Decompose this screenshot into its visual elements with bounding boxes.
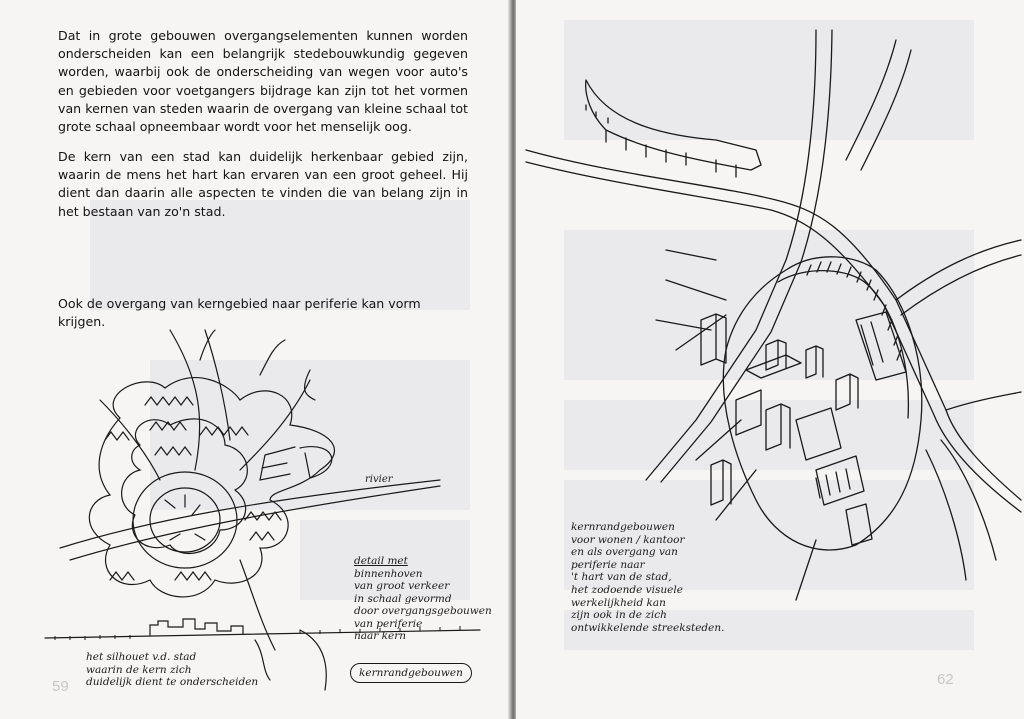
silhouette-caption xyxy=(86,651,258,689)
caption-line: het silhouet v.d. stad xyxy=(86,651,197,663)
note-line: binnenhoven xyxy=(354,567,423,580)
page-number: 59 xyxy=(52,678,69,695)
note-line: voor wonen / kantoor xyxy=(571,533,685,546)
note-line: van periferie xyxy=(354,617,423,630)
caption-line: duidelijk dient te onderscheiden xyxy=(86,676,259,688)
detail-notes xyxy=(354,555,492,643)
boxed-label: kernrandgebouwen xyxy=(350,663,472,683)
note-line: door overgangsgebouwen xyxy=(354,605,492,617)
note-line: van groot verkeer xyxy=(354,580,450,592)
note-line: 't hart van de stad, xyxy=(571,571,672,584)
note-line: kernrandgebouwen xyxy=(571,521,675,533)
note-line: zijn ook in de zich xyxy=(571,609,667,622)
note-line: ontwikkelende streeksteden. xyxy=(571,621,725,634)
caption-line: waarin de kern zich xyxy=(86,663,192,676)
right-page xyxy=(516,0,1024,719)
note-line: naar kern xyxy=(354,630,406,642)
paragraph-1: Dat in grote gebouwen overgangselementen kunnen worden onderscheiden kan een belangrijk stedebouwkundig gegeven worden, waarbij ook de onderscheiding van wegen voor auto's en gebieden voor voetgangers bijdrage kan zijn tot het vormen van kernen van steden waarin de overgang van kleine schaal tot grote schaal opneembaar wordt voor het menselijk oog. xyxy=(58,28,468,135)
page-number: 62 xyxy=(937,671,954,688)
paragraph-2: De kern van een stad kan duidelijk herkenbaar gebied zijn, waarin de mens het hart kan ervaren van een groot geheel. Hij dient dan daarin alle aspecten te vinden die van belang zijn in het bestaan van zo'n stad. xyxy=(58,149,468,219)
note-line: detail met xyxy=(354,555,408,567)
note-line: het zodoende visuele xyxy=(571,583,683,596)
note-line: werkelijkheid kan xyxy=(571,596,666,609)
note-line: in schaal gevormd xyxy=(354,592,452,605)
right-sketch-notes xyxy=(571,521,724,634)
river-label: rivier xyxy=(365,474,393,485)
left-page xyxy=(0,0,510,719)
note-line: en als overgang van xyxy=(571,546,678,559)
paragraph-3: Ook de overgang van kerngebied naar periferie kan vorm krijgen. xyxy=(58,296,421,330)
note-line: periferie naar xyxy=(571,558,645,571)
